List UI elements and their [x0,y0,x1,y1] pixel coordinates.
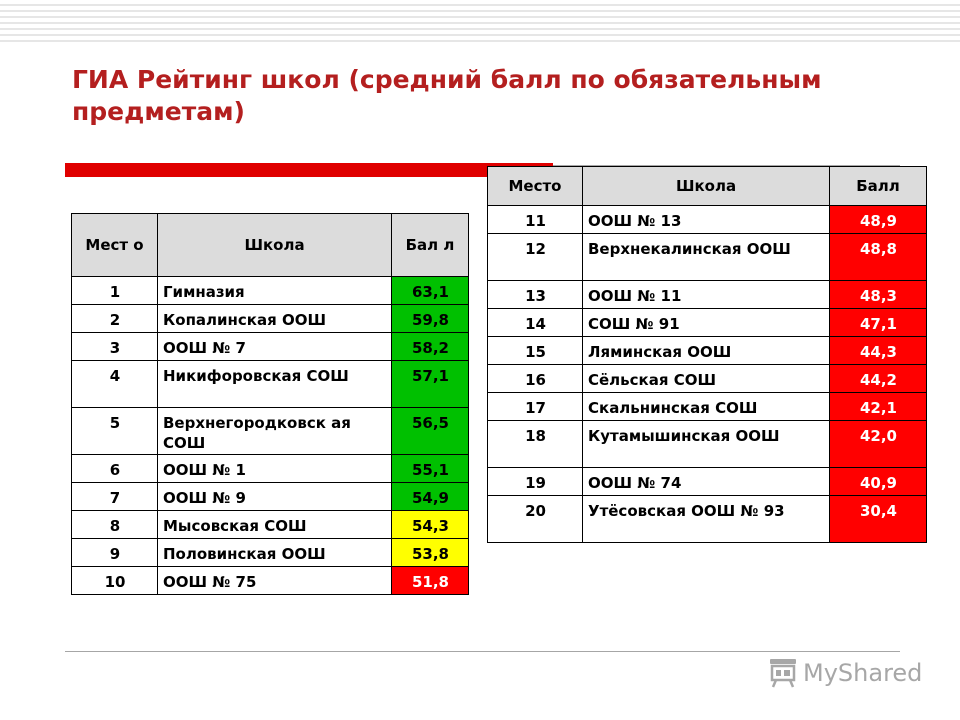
accent-bar [65,163,553,177]
school-cell: Скальнинская СОШ [583,393,830,421]
place-cell: 9 [72,539,158,567]
place-cell: 4 [72,361,158,408]
header-place: Место [488,167,583,206]
score-cell: 42,0 [830,421,927,468]
header-school: Школа [583,167,830,206]
school-cell: ООШ № 7 [158,333,392,361]
presentation-board-icon [766,658,800,688]
school-cell: ООШ № 11 [583,281,830,309]
school-cell: Утёсовская ООШ № 93 [583,496,830,543]
school-cell: Половинская ООШ [158,539,392,567]
ranking-table-1 [71,213,469,595]
place-cell: 14 [488,309,583,337]
school-cell: ООШ № 74 [583,468,830,496]
place-cell: 20 [488,496,583,543]
table-row [488,421,927,468]
school-cell: Никифоровская СОШ [158,361,392,408]
score-cell: 54,9 [392,483,469,511]
score-cell: 53,8 [392,539,469,567]
place-cell: 2 [72,305,158,333]
school-cell: ООШ № 75 [158,567,392,595]
header-school: Школа [158,214,392,277]
place-cell: 16 [488,365,583,393]
place-cell: 5 [72,408,158,455]
place-cell: 7 [72,483,158,511]
score-cell: 57,1 [392,361,469,408]
school-cell: ООШ № 13 [583,206,830,234]
table-row [488,337,927,365]
place-cell: 8 [72,511,158,539]
table-row [72,511,469,539]
school-cell: Кутамышинская ООШ [583,421,830,468]
place-cell: 1 [72,277,158,305]
score-cell: 59,8 [392,305,469,333]
score-cell: 51,8 [392,567,469,595]
watermark-logo [766,658,922,688]
header-score: Бал л [392,214,469,277]
score-cell: 54,3 [392,511,469,539]
table-row [488,496,927,543]
score-cell: 40,9 [830,468,927,496]
table-row [488,393,927,421]
school-cell: Верхнегородковск ая СОШ [158,408,392,455]
school-cell: ООШ № 9 [158,483,392,511]
school-cell: Ляминская ООШ [583,337,830,365]
place-cell: 18 [488,421,583,468]
school-cell: ООШ № 1 [158,455,392,483]
place-cell: 12 [488,234,583,281]
score-cell: 42,1 [830,393,927,421]
table-row [488,281,927,309]
table-row [488,365,927,393]
school-cell: СОШ № 91 [583,309,830,337]
score-cell: 30,4 [830,496,927,543]
header-score: Балл [830,167,927,206]
school-cell: Верхнекалинская ООШ [583,234,830,281]
place-cell: 6 [72,455,158,483]
table-row [72,333,469,361]
place-cell: 13 [488,281,583,309]
score-cell: 63,1 [392,277,469,305]
place-cell: 17 [488,393,583,421]
score-cell: 44,2 [830,365,927,393]
place-cell: 10 [72,567,158,595]
table-row [72,539,469,567]
header-place: Мест о [72,214,158,277]
table-row [72,305,469,333]
score-cell: 48,3 [830,281,927,309]
table-row [488,309,927,337]
table-row [72,361,469,408]
ranking-table-2 [487,166,927,543]
table-row [488,468,927,496]
school-cell: Копалинская ООШ [158,305,392,333]
score-cell: 58,2 [392,333,469,361]
score-cell: 55,1 [392,455,469,483]
table-row [72,567,469,595]
table-row [72,408,469,455]
header-stripes [0,0,960,45]
score-cell: 44,3 [830,337,927,365]
school-cell: Сёльская СОШ [583,365,830,393]
score-cell: 56,5 [392,408,469,455]
table-row [72,483,469,511]
divider-line-bottom [65,651,900,652]
score-cell: 47,1 [830,309,927,337]
watermark-text: MyShared [803,659,923,687]
table-row [72,455,469,483]
table-row [488,234,927,281]
table-row [72,277,469,305]
score-cell: 48,8 [830,234,927,281]
school-cell: Мысовская СОШ [158,511,392,539]
slide-title: ГИА Рейтинг школ (средний балл по обязательным предметам) [72,65,822,126]
place-cell: 11 [488,206,583,234]
school-cell: Гимназия [158,277,392,305]
table-row [488,206,927,234]
place-cell: 15 [488,337,583,365]
place-cell: 3 [72,333,158,361]
score-cell: 48,9 [830,206,927,234]
place-cell: 19 [488,468,583,496]
